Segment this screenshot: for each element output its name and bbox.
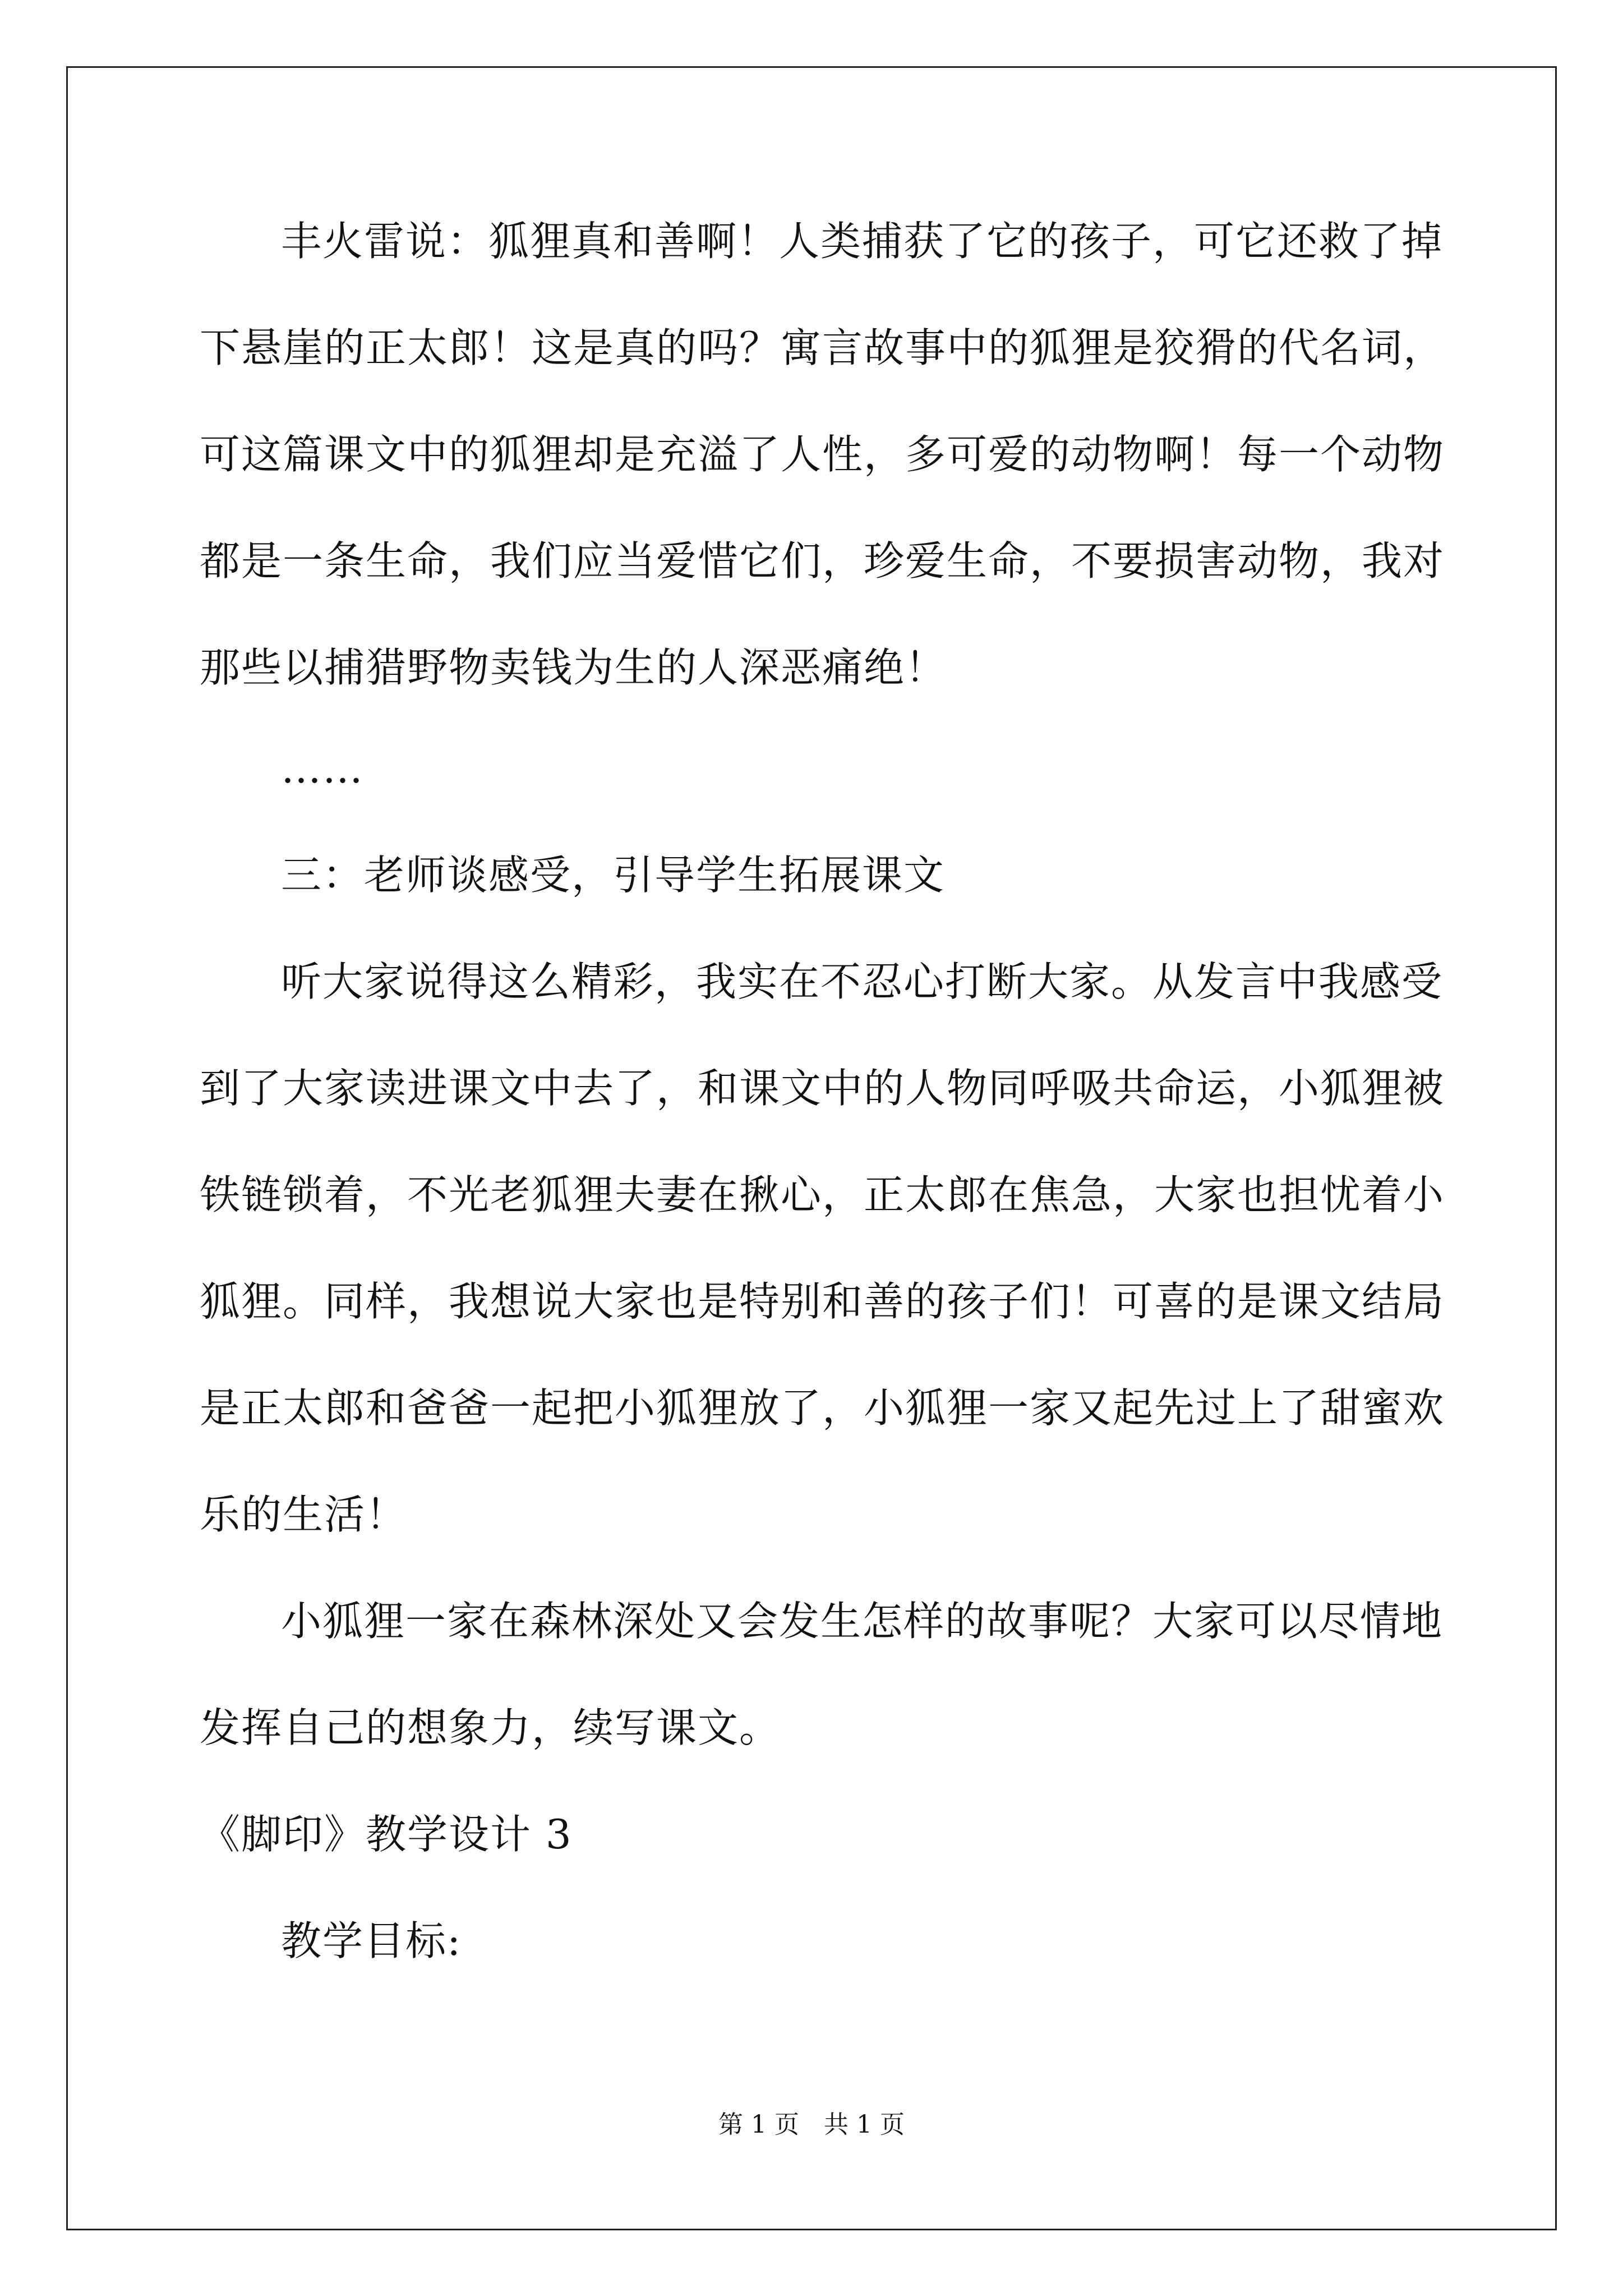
text-line: 到了大家读进课文中去了，和课文中的人物同呼吸共命运，小狐狸被 — [200, 1065, 1445, 1112]
section-heading: 三：老师谈感受，引导学生拓展课文 — [281, 852, 946, 899]
subheading: 教学目标: — [281, 1917, 462, 1964]
text-line: 丰火雷说：狐狸真和善啊！人类捕获了它的孩子，可它还救了掉 — [281, 218, 1444, 265]
text-line: 下悬崖的正太郎！这是真的吗？寓言故事中的狐狸是狡猾的代名词， — [200, 324, 1445, 371]
text-line: 乐的生活！ — [200, 1491, 408, 1538]
text-line: 是正太郎和爸爸一起把小狐狸放了，小狐狸一家又起先过上了甜蜜欢 — [200, 1384, 1445, 1432]
ellipsis-line: …… — [281, 745, 364, 792]
text-line: 都是一条生命，我们应当爱惜它们，珍爱生命，不要损害动物，我对 — [200, 537, 1445, 585]
page-border — [66, 66, 1557, 2230]
text-line: 可这篇课文中的狐狸却是充溢了人性，多可爱的动物啊！每一个动物 — [200, 431, 1445, 478]
text-line: 那些以捕猎野物卖钱为生的人深恶痛绝！ — [200, 644, 947, 691]
text-line: 铁链锁着，不光老狐狸夫妻在揪心，正太郎在焦急，大家也担忧着小 — [200, 1171, 1445, 1218]
text-line: 发挥自己的想象力，续写课文。 — [200, 1704, 781, 1751]
document-heading: 《脚印》教学设计 3 — [200, 1811, 573, 1858]
page-footer: 第 1 页 共 1 页 — [718, 2110, 905, 2139]
text-line: 小狐狸一家在森林深处又会发生怎样的故事呢？大家可以尽情地 — [281, 1598, 1444, 1645]
text-line: 听大家说得这么精彩，我实在不忍心打断大家。从发言中我感受 — [281, 958, 1444, 1005]
text-line: 狐狸。同样，我想说大家也是特别和善的孩子们！可喜的是课文结局 — [200, 1278, 1445, 1325]
